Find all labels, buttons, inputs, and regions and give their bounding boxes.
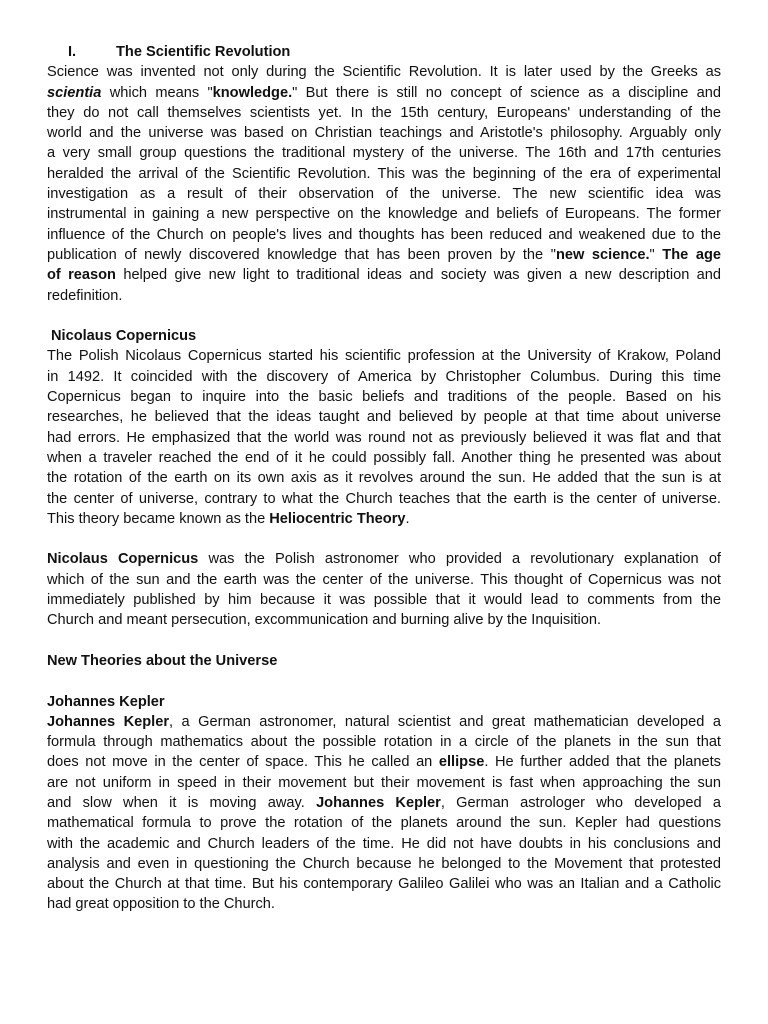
text-run: The Polish Nicolaus Copernicus started his scientific profession at the University of Krakow, Poland — [47, 348, 721, 365]
text-line — [47, 610, 721, 630]
text-run: the rotation of the earth on its own axis as it revolves around the sun. He added that the sun is at — [47, 470, 721, 487]
text-run: Science was invented not only during the Scientific Revolution. It is later used by the Greeks as — [47, 64, 721, 81]
bold-text: The age — [662, 246, 721, 263]
bold-text: Johannes Kepler — [47, 713, 170, 730]
paragraph — [47, 346, 721, 529]
text-line — [47, 793, 721, 813]
text-run: a very small group questions the traditional mystery of the universe. The 16th and 17th centuries — [47, 145, 721, 162]
text-run: redefinition. — [47, 287, 123, 304]
text-run: influence of the Church on people's lives and thoughts has been reduced and weakened due to the — [47, 226, 721, 243]
text-line — [47, 407, 721, 427]
text-run: the center of universe, contrary to what the Church teaches that the earth is the center of universe. — [47, 490, 721, 507]
text-line — [47, 428, 721, 448]
text-run: was the Polish astronomer who provided a revolutionary explanation of — [198, 551, 721, 568]
text-line — [47, 346, 721, 366]
text-run: publication of newly discovered knowledge that has been proven by the " — [47, 246, 556, 263]
document-body — [47, 62, 721, 914]
text-run: " — [649, 246, 663, 263]
blank-line — [47, 529, 721, 549]
text-line — [47, 549, 721, 569]
text-line — [47, 265, 721, 285]
text-line — [47, 752, 721, 772]
section-number: I. — [68, 44, 77, 60]
text-run: immediately published by him because it was possible that it would lead to comments from the — [47, 592, 721, 609]
text-line — [47, 62, 721, 82]
text-line — [47, 509, 721, 529]
text-run: " But there is still no concept of science as a discipline and — [292, 84, 721, 101]
text-run: Copernicus began to inquire into the basic beliefs and traditions of the people. Based on his — [47, 389, 721, 406]
text-line — [47, 204, 721, 224]
text-run: had errors. He emphasized that the world was round not as previously believed it was flat and that — [47, 429, 721, 446]
text-run: are not uniform in speed in their movement but their movement is fast when approaching the sun — [47, 774, 721, 791]
text-line — [47, 489, 721, 509]
subheading: Johannes Kepler — [47, 693, 165, 710]
text-line — [47, 834, 721, 854]
text-run: which means " — [101, 84, 213, 101]
text-line — [47, 225, 721, 245]
text-run: helped give new light to traditional ideas and society was given a new description and — [115, 267, 722, 284]
bold-text: Nicolaus Copernicus — [47, 551, 199, 568]
text-line — [47, 732, 721, 752]
paragraph — [47, 62, 721, 306]
paragraph — [47, 549, 721, 630]
text-line — [47, 712, 721, 732]
text-run: had great opposition to the Church. — [47, 896, 275, 913]
subheading: Nicolaus Copernicus — [51, 328, 197, 345]
blank-line — [47, 306, 721, 326]
text-run: they do not call themselves scientists yet. In the 15th century, Europeans' understanding of the — [47, 104, 721, 121]
text-line — [47, 570, 721, 590]
text-line — [47, 813, 721, 833]
blank-line — [47, 671, 721, 691]
document-page — [47, 42, 721, 915]
text-run: This theory became known as the — [47, 510, 270, 527]
text-run: researches, he believed that the ideas taught and believed by people at that time about universe — [47, 409, 721, 426]
text-line — [47, 894, 721, 914]
text-run: instrumental in gaining a new perspective on the knowledge and beliefs of Europeans. The former — [47, 206, 721, 223]
text-line — [47, 468, 721, 488]
text-line — [47, 245, 721, 265]
text-run: in 1492. It coincided with the discovery of America by Christopher Columbus. During this time — [47, 368, 721, 385]
text-run: does not move in the center of space. This he called an — [47, 754, 439, 771]
text-line — [47, 164, 721, 184]
text-run: analysis and even in questioning the Church because he belonged to the Movement that protested — [47, 855, 721, 872]
bold-text: new science. — [555, 246, 650, 263]
paragraph — [47, 712, 721, 915]
text-line — [47, 773, 721, 793]
text-run: with the academic and Church leaders of the time. He did not have doubts in his conclusions and — [47, 835, 721, 852]
text-run: world and the universe was based on Christian teachings and Aristotle's philosophy. Arguably only — [47, 125, 721, 142]
text-line — [47, 184, 721, 204]
section-title — [47, 42, 721, 62]
bold-text: ellipse — [438, 754, 485, 771]
text-line — [47, 590, 721, 610]
text-run: which of the sun and the earth was the center of the universe. This thought of Copernicus was not — [47, 571, 721, 588]
text-run: . He further added that the planets — [484, 754, 721, 771]
bold-text: Heliocentric Theory — [269, 510, 406, 527]
section-title-text: The Scientific Revolution — [116, 44, 291, 60]
text-run: and slow when it is moving away. — [47, 794, 317, 811]
text-run: investigation as a result of their observation of the universe. The new scientific idea was — [47, 186, 721, 203]
text-line — [47, 103, 721, 123]
text-line — [47, 367, 721, 387]
text-line — [47, 387, 721, 407]
text-run: heralded the arrival of the Scientific Revolution. This was the beginning of the era of experimental — [47, 165, 721, 182]
bold-text: scientia — [47, 84, 102, 101]
bold-text: knowledge. — [212, 84, 293, 101]
text-line — [47, 143, 721, 163]
bold-text: of reason — [47, 267, 116, 284]
text-run: about the Church at that time. But his contemporary Galileo Galilei who was an Italian and a Catholic — [47, 876, 721, 893]
text-line — [47, 448, 721, 468]
text-run: mathematical formula to prove the rotation of the planets around the sun. Kepler had questions — [47, 815, 721, 832]
blank-line — [47, 631, 721, 651]
text-run: , German astrologer who developed a — [440, 794, 721, 811]
text-run: Church and meant persecution, excommunication and burning alive by the Inquisition. — [47, 612, 602, 629]
text-run: , a German astronomer, natural scientist and great mathematician developed a — [169, 713, 721, 730]
text-line — [47, 83, 721, 103]
text-run: formula through mathematics about the possible rotation in a circle of the planets in the sun that — [47, 734, 721, 751]
text-run: . — [405, 510, 410, 527]
text-run: when a traveler reached the end of it he could possibly fall. Another thing he presented was about — [47, 449, 721, 466]
text-line — [47, 854, 721, 874]
text-line — [47, 874, 721, 894]
subheading: New Theories about the Universe — [47, 652, 278, 669]
text-line — [47, 123, 721, 143]
bold-text: Johannes Kepler — [316, 794, 441, 811]
text-line — [47, 286, 721, 306]
